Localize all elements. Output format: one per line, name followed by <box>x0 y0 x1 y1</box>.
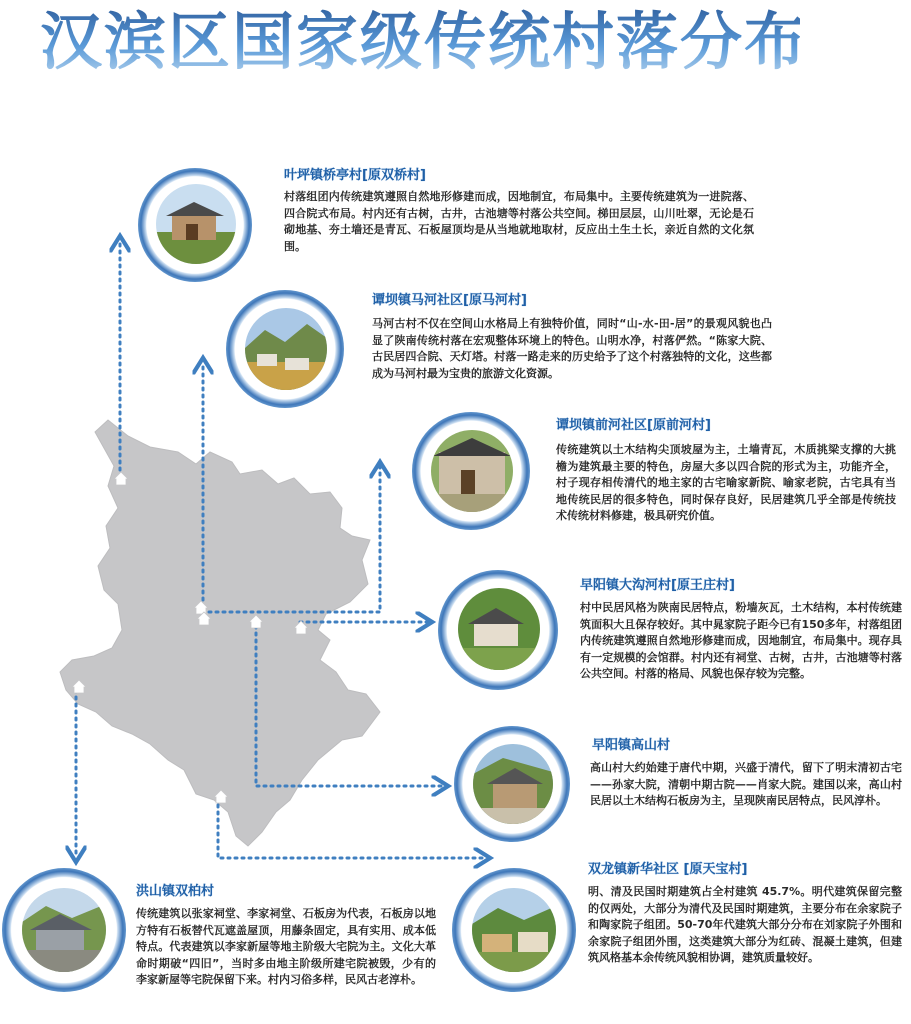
village-name: 谭坝镇前河社区[原前河村] <box>556 418 711 433</box>
village-photo <box>156 184 236 264</box>
village-description: 传统建筑以土木结构尖顶坡屋为主，土墙青瓦，木质挑梁支撑的大挑檐为建筑最主要的特色，房屋大多以四合院的形式为主，功能齐全，村子现存相传清代的地主家的古宅喻家新院、喻家老院，古宅具有当地传统民居的很多特色，同时保存良好，民居建筑几乎全部是传统技术传统材料修建，极具研究价值。 <box>556 443 896 522</box>
page-title: 汉滨区国家级传统村落分布 <box>40 5 809 78</box>
village-photo <box>22 888 106 972</box>
village-name: 早阳镇高山村 <box>592 738 671 753</box>
village-photo <box>473 744 553 824</box>
village-name: 早阳镇大沟河村[原王庄村] <box>580 578 735 593</box>
village-name: 叶坪镇桥亭村[原双桥村] <box>284 168 426 183</box>
village-description: 村落组团内传统建筑遵照自然地形修建而成，因地制宜，布局集中。主要传统建筑为一进院落、四合院式布局。村内还有古树，古井，古池塘等村落公共空间。梯田层层，山川吐翠，无论是石砌地基、夯土墙还是青瓦、石板屋顶均是从当地就地取材，反应出土生土长，亲近自然的文化氛围。 <box>284 190 754 253</box>
village-description: 高山村大约始建于唐代中期，兴盛于清代，留下了明末清初古宅——孙家大院，清朝中期古院——肖家大院。建国以来，高山村民居以土木结构石板房为主，呈现陕南民居特点，民风淳朴。 <box>590 761 902 807</box>
village-name: 谭坝镇马河社区[原马河村] <box>372 293 527 308</box>
village-photo <box>245 308 327 390</box>
village-name: 洪山镇双柏村 <box>136 884 215 899</box>
village-photo <box>431 430 513 512</box>
village-description: 明、清及民国时期建筑占全村建筑 45.7%。明代建筑保留完整的仅两处，大部分为清代及民国时期建筑，主要分布在余家院子和陶家院子组团。50-70年代建筑大部分分布在刘家院子外围和余家院子组团外围，这类建筑大部分为红砖、混凝土建筑，但建筑风格基本余传统风貌相协调，建筑质量较好。 <box>588 885 902 964</box>
district-outline <box>60 420 380 846</box>
village-photo <box>472 888 556 972</box>
village-name: 双龙镇新华社区 [原天宝村] <box>588 862 748 877</box>
village-description: 村中民居风格为陕南民居特点，粉墙灰瓦，土木结构，本村传统建筑面积大且保存较好。其中晁家院子距今已有150多年，村落组团内传统建筑遵照自然地形修建而成，因地制宜，布局集中。现存具有一定规模的会馆群。村内还有祠堂、古树，古井，古池塘等村落公共空间。村落的格局、风貌也保存较为完整。 <box>580 601 902 680</box>
village-description: 马河古村不仅在空间山水格局上有独特价值，同时“山-水-田-居”的景观风貌也凸显了陕南传统村落在宏观整体环境上的特色。山明水净，村落俨然。“陈家大院、古民居四合院、天灯塔。村落一路走来的历史给予了这个村落独特的文化，这些都成为马河村最为宝贵的旅游文化资源。 <box>372 317 772 380</box>
village-description: 传统建筑以张家祠堂、李家祠堂、石板房为代表，石板房以地方特有石板替代瓦遮盖屋顶，用藤条固定，具有实用、成本低特点。代表建筑以李家新屋等地主阶级大宅院为主。文化大革命时期破“四旧”，当时多由地主阶级所建宅院被毁，少有的李家新屋等宅院保留下来。村内习俗多样，民风古老淳朴。 <box>136 907 436 986</box>
village-photo <box>458 588 540 670</box>
